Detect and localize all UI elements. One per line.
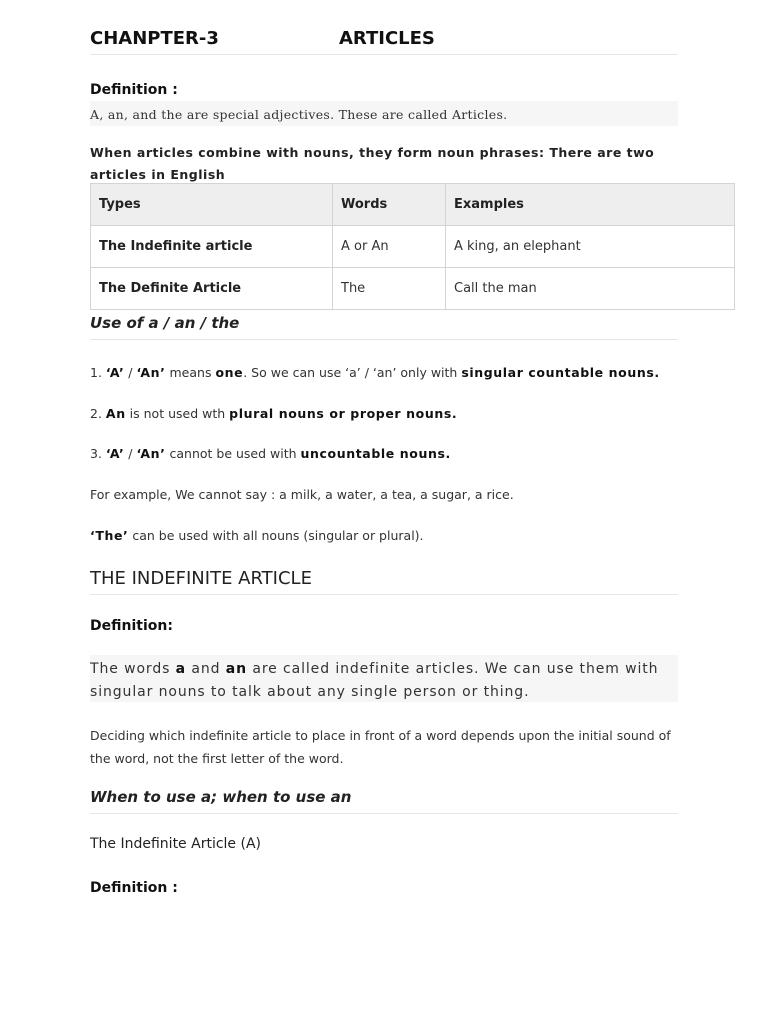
table-cell-examples: Call the man [446, 268, 735, 310]
term-an: an [225, 661, 247, 677]
indefinite-divider [90, 594, 678, 595]
separator: / [124, 446, 137, 461]
rule-item-2 [90, 406, 457, 421]
term-an: ‘An’ [136, 365, 166, 380]
table-cell-type: The Indefinite article [91, 226, 333, 268]
emphasis-text: plural nouns or proper nouns. [229, 406, 458, 421]
def-text: The words [90, 661, 176, 677]
rule-text: is not used wth [125, 406, 230, 421]
header-divider [90, 54, 678, 55]
term-one: one [215, 365, 244, 380]
the-rule-line [90, 528, 424, 543]
def-text: are called indefinite articles. We can use them with singular nouns to talk about any single person or thing. [90, 661, 659, 700]
emphasis-text: uncountable nouns. [300, 446, 451, 461]
term-a: ‘A’ [105, 365, 125, 380]
indefinite-definition-text [90, 658, 670, 704]
term-an: ‘An’ [136, 446, 166, 461]
rule-text: cannot be used with [165, 446, 301, 461]
article-types-table [90, 183, 735, 310]
indefinite-paragraph: Deciding which indefinite article to place in front of a word depends upon the initial sound of the word, not the first letter of the word. [90, 728, 671, 766]
separator: / [124, 365, 137, 380]
def-text: and [186, 661, 226, 677]
table-cell-examples: A king, an elephant [446, 226, 735, 268]
when-to-use-divider [90, 813, 678, 814]
emphasis-text: singular countable nouns. [461, 365, 660, 380]
page-title: ARTICLES [339, 28, 435, 49]
term-a: ‘A’ [105, 446, 125, 461]
table-cell-words: The [333, 268, 446, 310]
use-section-heading: Use of a / an / the [90, 314, 240, 332]
use-section-divider [90, 339, 678, 340]
table-cell-words: A or An [333, 226, 446, 268]
term-an: An [105, 406, 126, 421]
definition-label-2: Definition : [90, 880, 178, 896]
rule-item-3 [90, 446, 451, 461]
table-header-examples: Examples [446, 184, 735, 226]
example-text: For example, We cannot say : a milk, a water, a tea, a sugar, a rice. [90, 487, 514, 502]
term-the: ‘The’ [90, 528, 129, 543]
table-row [91, 268, 735, 310]
table-cell-type: The Definite Article [91, 268, 333, 310]
definition-box [90, 101, 678, 126]
table-header-words: Words [333, 184, 446, 226]
rule-text: can be used with all nouns (singular or plural). [128, 528, 424, 543]
rule-text: . So we can use ‘a’ / ‘an’ only with [243, 365, 462, 380]
indefinite-definition-label: Definition: [90, 618, 173, 634]
table-header-types: Types [91, 184, 333, 226]
rule-number: 1. [90, 365, 102, 380]
definition-text: A, an, and the are special adjectives. These are called Articles. [90, 107, 508, 122]
rule-number: 3. [90, 446, 102, 461]
table-header-row [91, 184, 735, 226]
when-to-use-heading: When to use a; when to use an [90, 788, 352, 806]
indefinite-a-subtitle: The Indefinite Article (A) [90, 836, 261, 852]
table-row [91, 226, 735, 268]
rule-item-1 [90, 365, 660, 380]
rule-text: means [165, 365, 216, 380]
definition-label: Definition : [90, 82, 178, 98]
intro-text: When articles combine with nouns, they form noun phrases: There are two articles in English [90, 145, 655, 182]
chapter-number: CHANPTER-3 [90, 28, 219, 49]
term-a: a [175, 661, 187, 677]
rule-number: 2. [90, 406, 102, 421]
indefinite-section-title: THE INDEFINITE ARTICLE [90, 568, 312, 589]
